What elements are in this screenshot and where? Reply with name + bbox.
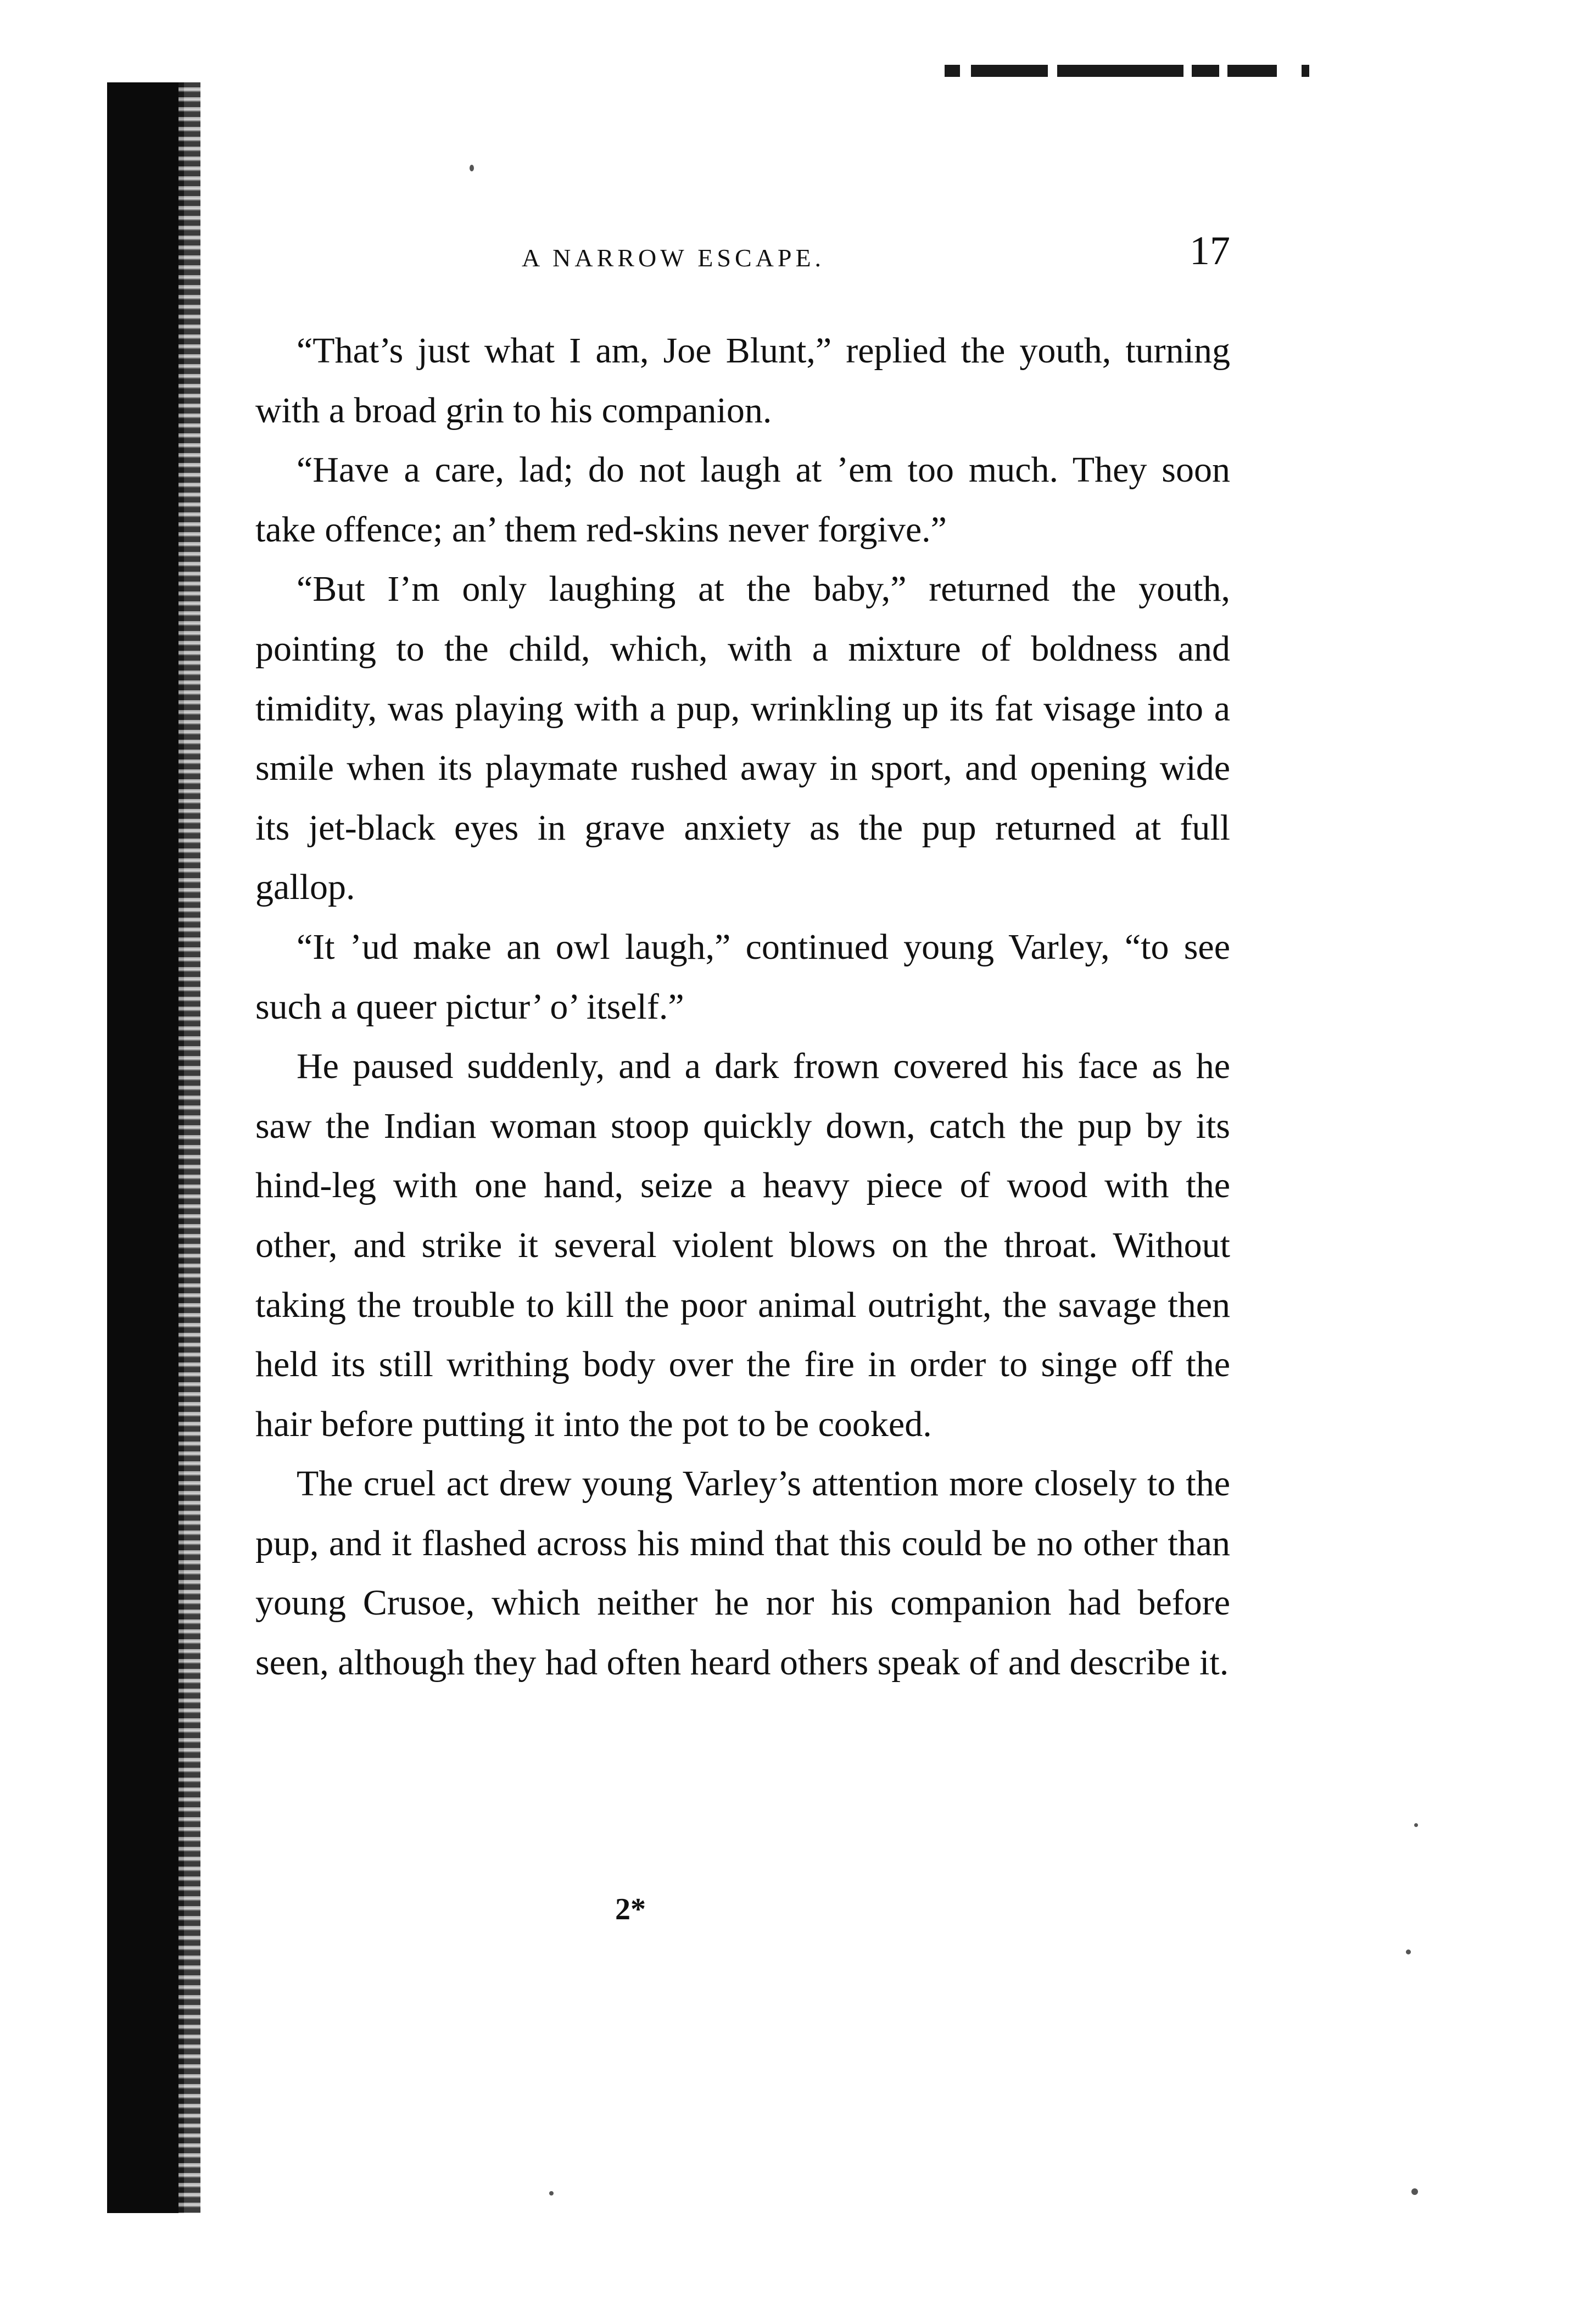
book-spine-edge: [178, 82, 200, 2213]
margin-speck: [1406, 1949, 1411, 1954]
page-number: 17: [1190, 228, 1230, 273]
margin-speck: [1411, 2188, 1418, 2195]
signature-mark: 2*: [615, 1892, 646, 1926]
paragraph: “Have a care, lad; do not laugh at ’em too much. They soon take offence; an’ them red-skins never forgive.”: [255, 450, 1230, 550]
paragraph: “It ’ud make an owl laugh,” continued young Varley, “to see such a queer pictur’ o’ itself.”: [255, 926, 1230, 1027]
page-header: [255, 228, 1230, 288]
top-ink-marks: [945, 65, 1329, 79]
margin-speck: [1414, 1823, 1418, 1827]
body-text: [255, 321, 1230, 1693]
running-title: A NARROW ESCAPE.: [522, 244, 825, 272]
paragraph: The cruel act drew young Varley’s attention more closely to the pup, and it flashed across his mind that this could be no other than young Crusoe, which neither he nor his companion had before seen, although they had often heard others speak of and describe it.: [255, 1463, 1230, 1683]
paragraph: He paused suddenly, and a dark frown covered his face as he saw the Indian woman stoop quickly down, catch the pup by its hind-leg with one hand, seize a heavy piece of wood with the other, and strike it several violent blows on the throat. Without taking the trouble to kill the poor animal outright, the savage then held its still writhing body over the fire in order to singe off the hair before putting it into the pot to be cooked.: [255, 1046, 1230, 1444]
margin-speck: [549, 2191, 554, 2195]
paragraph: “That’s just what I am, Joe Blunt,” replied the youth, turning with a broad grin to his companion.: [255, 331, 1230, 431]
paragraph: “But I’m only laughing at the baby,” returned the youth, pointing to the child, which, with a mixture of boldness and timidity, was playing with a pup, wrinkling up its fat visage into a smile when its playmate rushed away in sport, and opening wide its jet-black eyes in grave anxiety as the pup returned at full gallop.: [255, 569, 1230, 908]
margin-speck: [470, 165, 474, 171]
book-spine-shadow: [107, 82, 184, 2213]
